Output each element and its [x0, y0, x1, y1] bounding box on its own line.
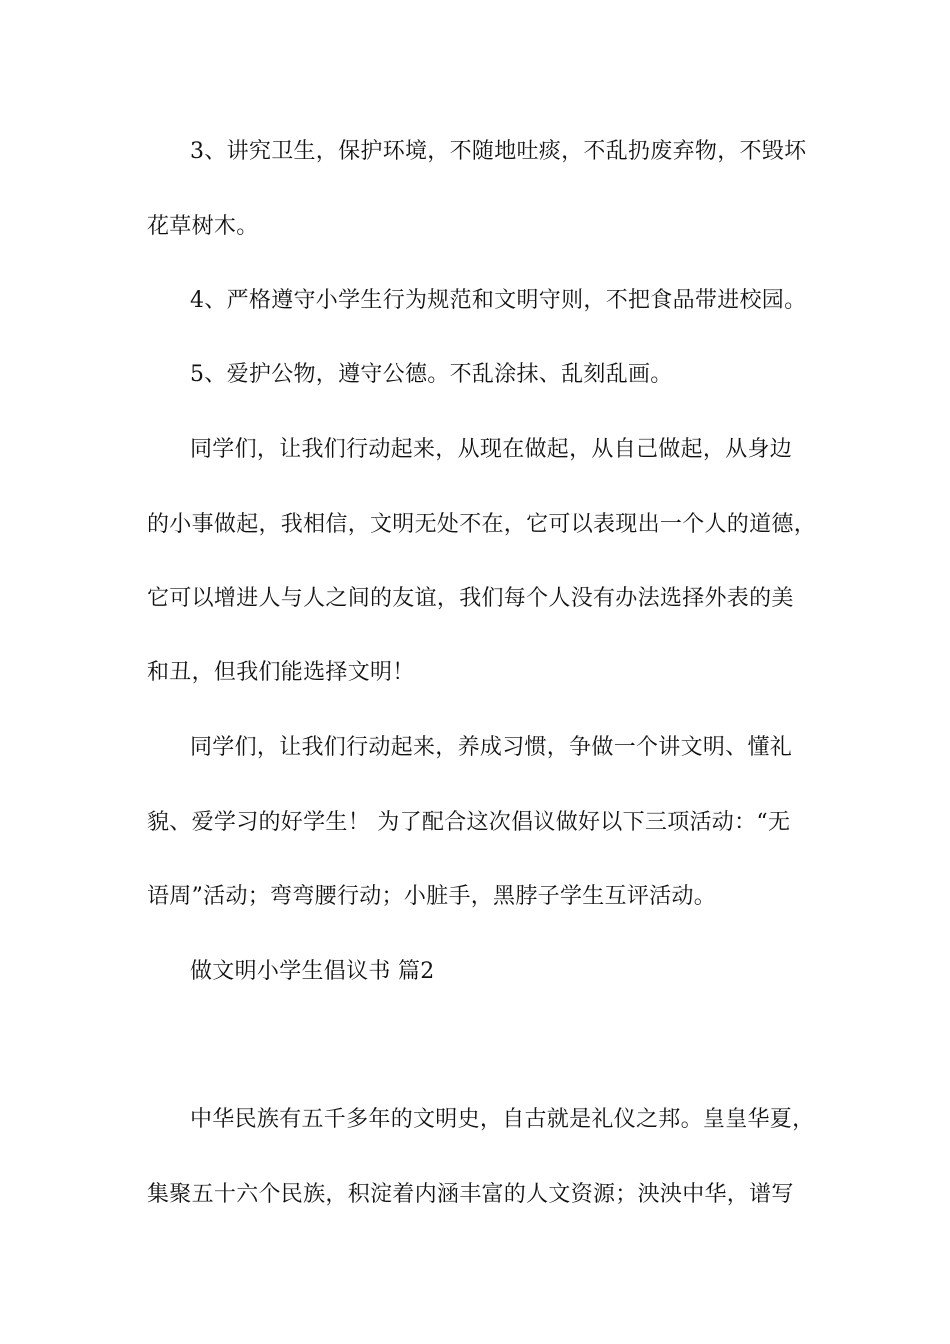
paragraph-line: 中华民族有五千多年的文明史，自古就是礼仪之邦。皇皇华夏，	[190, 1107, 815, 1132]
paragraph-line: 4、严格遵守小学生行为规范和文明守则，不把食品带进校园。	[190, 288, 807, 313]
paragraph-line: 语周”活动；弯弯腰行动；小脏手，黑脖子学生互评活动。	[147, 884, 717, 909]
paragraph-line: 貌、爱学习的好学生！ 为了配合这次倡议做好以下三项活动：“无	[147, 810, 791, 835]
paragraph-line: 同学们，让我们行动起来，养成习惯，争做一个讲文明、懂礼	[190, 735, 793, 760]
paragraph-line: 的小事做起，我相信，文明无处不在，它可以表现出一个人的道德，	[147, 512, 817, 537]
paragraph-line: 和丑，但我们能选择文明！	[147, 660, 415, 685]
paragraph-line: 集聚五十六个民族，积淀着内涵丰富的人文资源；泱泱中华，谱写	[147, 1182, 794, 1207]
paragraph-line: 它可以增进人与人之间的友谊，我们每个人没有办法选择外表的美	[147, 586, 794, 611]
paragraph-line: 5、爱护公物，遵守公德。不乱涂抹、乱刻乱画。	[190, 362, 673, 387]
paragraph-line: 同学们，让我们行动起来，从现在做起，从自己做起，从身边	[190, 437, 793, 462]
paragraph-line: 花草树木。	[147, 214, 259, 239]
paragraph-line: 3、讲究卫生，保护环境，不随地吐痰，不乱扔废弃物，不毁坏	[190, 139, 807, 164]
section-heading: 做文明小学生倡议书 篇2	[190, 959, 435, 984]
